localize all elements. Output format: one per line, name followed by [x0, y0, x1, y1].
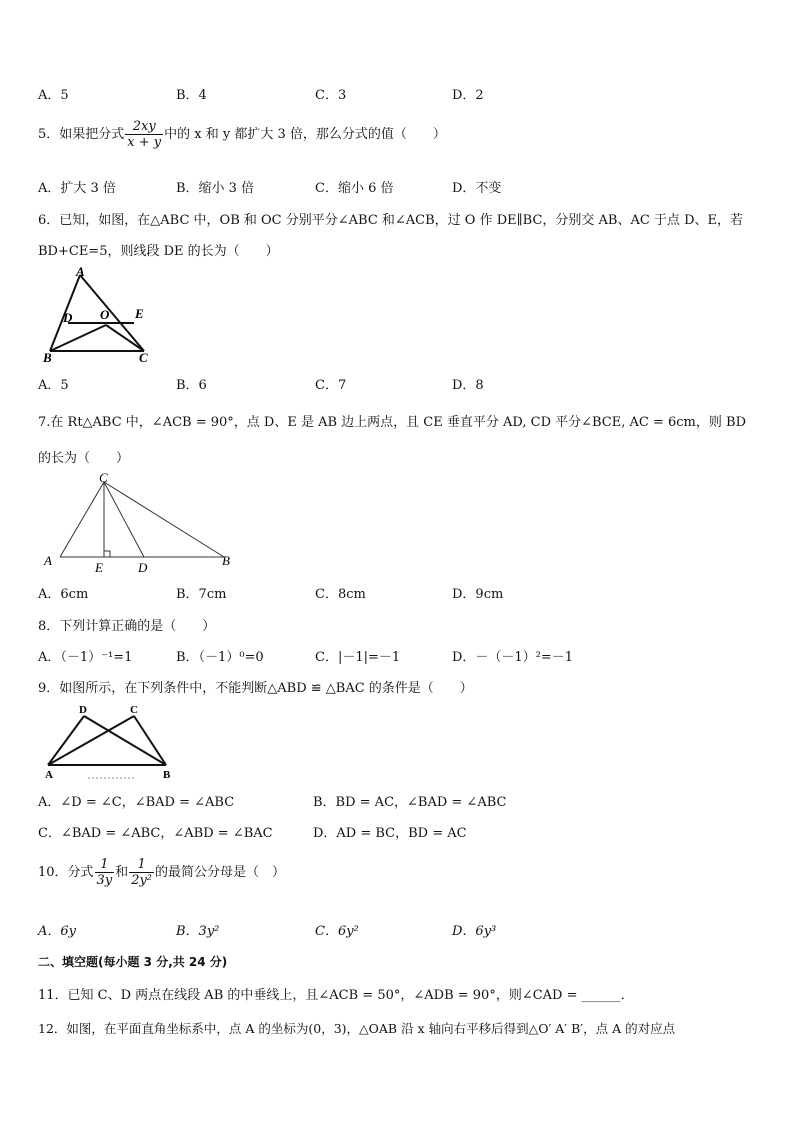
q6-option-d: D．8: [452, 378, 484, 393]
q10-option-c: C．6y²: [315, 924, 359, 939]
q6-label-e: E: [135, 306, 144, 321]
q8-options: [38, 646, 758, 666]
q9-figure: [38, 700, 178, 782]
q6-option-a: A．5: [38, 378, 69, 393]
q10-option-b: B．3y²: [176, 924, 220, 939]
q8-option-c: C．|－1|=－1: [315, 650, 401, 665]
q10-frac1-den: 3y: [96, 873, 113, 888]
q6-label-d: D: [63, 310, 73, 325]
q5-fraction: [125, 119, 163, 150]
q7-label-e: E: [95, 560, 103, 575]
q6-option-c: C．7: [315, 378, 347, 393]
q6-stem-line2: BD+CE=5，则线段 DE 的长为（ ）: [38, 244, 279, 259]
q7-option-b: B．7cm: [176, 587, 227, 602]
q7-label-a: A: [44, 553, 52, 568]
q6-option-b: B．6: [176, 378, 207, 393]
q10-frac2-num: 1: [129, 857, 154, 873]
q6-options: [38, 374, 758, 394]
q8-stem: 8．下列计算正确的是（ ）: [38, 619, 216, 634]
q9-stem: 9．如图所示，在下列条件中，不能判断△ABD ≌ △BAC 的条件是（ ）: [38, 681, 473, 696]
q5-text-before: 5．如果把分式: [38, 127, 125, 142]
q6-label-c: C: [139, 350, 148, 365]
q9-option-d: D．AD = BC，BD = AC: [313, 826, 467, 841]
q9-label-b: B: [163, 769, 171, 781]
q11-stem: 11．已知 C、D 两点在线段 AB 的中垂线上，且∠ACB = 50°，∠ADB = 90°，则∠CAD = ______．: [38, 988, 634, 1003]
q9-options-row2: [38, 822, 758, 842]
q10-text-after: 的最简公分母是（ ）: [155, 865, 286, 880]
q10-fraction-2: [129, 857, 154, 888]
q5-option-c: C．缩小 6 倍: [315, 181, 394, 196]
q8-option-d: D．－（－1）²=－1: [452, 650, 574, 665]
q8-option-b: B．（－1）⁰=0: [176, 650, 264, 665]
q10-text-middle: 和: [115, 865, 129, 880]
q4-option-a: A．5: [38, 88, 69, 103]
q10-options: [38, 920, 758, 940]
q10-stem: [38, 857, 285, 888]
q6-label-a: A: [76, 265, 85, 279]
q7-option-c: C．8cm: [315, 587, 366, 602]
section-fill-in-heading: 二、填空题(每小题 3 分,共 24 分): [38, 955, 228, 969]
q10-option-d: D．6y³: [452, 924, 497, 939]
q7-figure: [38, 470, 248, 578]
q9-option-b: B．BD = AC，∠BAD = ∠ABC: [313, 795, 507, 810]
q9-label-a: A: [45, 769, 53, 781]
q12-stem: 12．如图，在平面直角坐标系中，点 A 的坐标为(0，3)，△OAB 沿 x 轴向右平移后得到△O′ A′ B′，点 A 的对应点: [38, 1021, 676, 1036]
q4-option-b: B．4: [176, 88, 207, 103]
q9-options-row1: [38, 791, 758, 811]
q5-frac-num: 2xy: [125, 119, 163, 135]
q4-option-c: C．3: [315, 88, 347, 103]
q5-option-a: A．扩大 3 倍: [38, 181, 116, 196]
q9-option-a: A．∠D = ∠C，∠BAD = ∠ABC: [38, 795, 235, 810]
q5-option-b: B．缩小 3 倍: [176, 181, 255, 196]
q10-text-before: 10．分式: [38, 865, 94, 880]
q6-stem-line1: 6．已知，如图，在△ABC 中，OB 和 OC 分别平分∠ABC 和∠ACB，过 O 作 DE∥BC，分别交 AB、AC 于点 D、E，若: [38, 213, 743, 228]
q5-option-d: D．不变: [452, 181, 502, 196]
q9-label-d: D: [79, 704, 87, 716]
q6-label-o: O: [100, 307, 110, 322]
q7-label-b: B: [222, 553, 230, 568]
q5-options: [38, 177, 758, 197]
q9-option-c: C．∠BAD = ∠ABC，∠ABD = ∠BAC: [38, 826, 273, 841]
q5-text-after: 中的 x 和 y 都扩大 3 倍，那么分式的值（ ）: [164, 127, 446, 142]
q8-option-a: A．（－1）⁻¹=1: [38, 650, 133, 665]
q10-option-a: A．6y: [38, 924, 77, 939]
q7-stem-line1: 7.在 Rt△ABC 中，∠ACB = 90°，点 D、E 是 AB 边上两点，且 CE 垂直平分 AD, CD 平分∠BCE, AC = 6cm，则 BD: [38, 415, 746, 430]
q5-frac-den: x + y: [127, 135, 162, 150]
q9-label-c: C: [130, 704, 138, 716]
q10-fraction-1: [95, 857, 115, 888]
q7-options: [38, 583, 758, 603]
q6-label-b: B: [43, 350, 52, 365]
q7-stem-line2: 的长为（ ）: [38, 451, 130, 466]
q7-label-c: C: [99, 470, 108, 485]
q6-figure: [38, 265, 168, 365]
q4-option-d: D．2: [452, 88, 484, 103]
q4-options: [38, 84, 758, 104]
q7-option-a: A．6cm: [38, 587, 89, 602]
q5-stem: [38, 119, 446, 150]
q10-frac2-den: 2y²: [131, 873, 153, 888]
q7-option-d: D．9cm: [452, 587, 504, 602]
q10-frac1-num: 1: [95, 857, 115, 873]
q7-label-d: D: [138, 560, 148, 575]
